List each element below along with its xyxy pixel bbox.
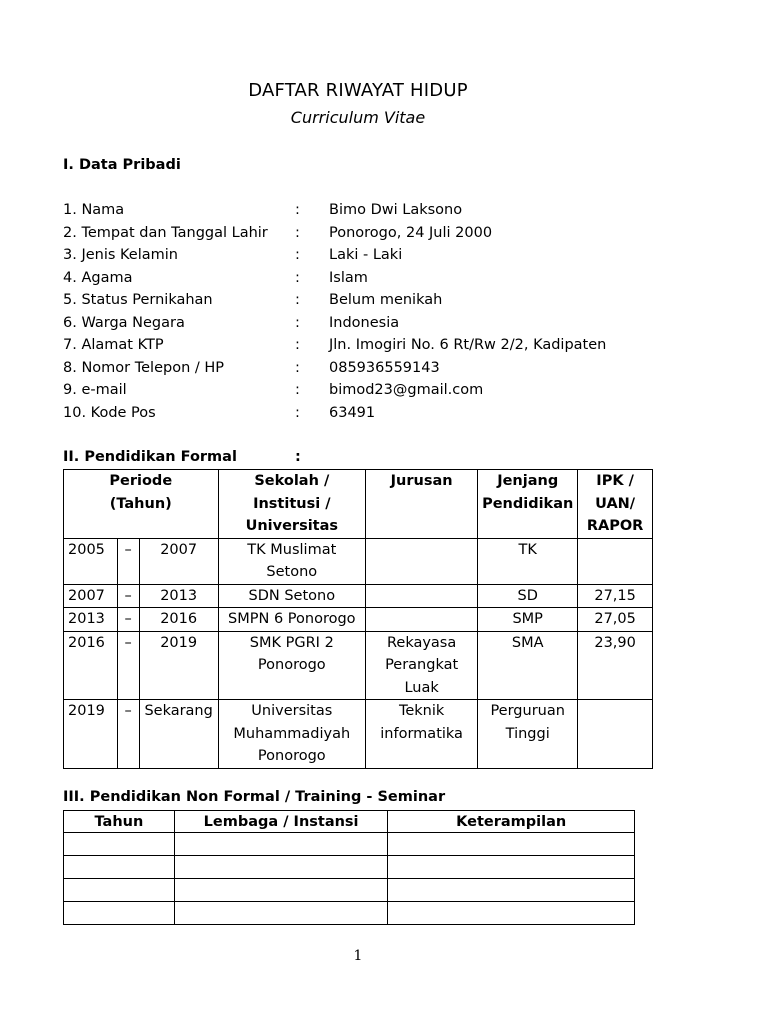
field-colon: :: [295, 269, 300, 286]
cell-line: Ponorogo: [257, 748, 326, 764]
header-line: RAPOR: [586, 518, 644, 534]
cell-level: [478, 608, 578, 632]
cell-start-year: 2005: [64, 538, 118, 584]
header-line: Universitas: [245, 518, 339, 534]
table-row: [64, 879, 635, 902]
field-label: 9. e-mail: [63, 382, 127, 398]
cell-empty: [388, 879, 635, 902]
cell-empty: [388, 902, 635, 925]
cell-score: 27,05: [578, 608, 653, 632]
cell-line: Luak: [404, 679, 439, 696]
cell-major: [366, 538, 478, 584]
personal-data-row-agama: [63, 267, 683, 290]
header-line: Jenjang: [497, 473, 559, 489]
field-value: bimod23@gmail.com: [329, 382, 484, 398]
table-row: [64, 833, 635, 856]
cell-dash: –: [117, 538, 139, 584]
field-label: 5. Status Pernikahan: [63, 292, 213, 308]
cell-empty: [174, 879, 388, 902]
field-value: 63491: [329, 404, 376, 421]
cell-line: Perangkat: [385, 657, 459, 673]
cell-empty: [64, 856, 175, 879]
table-row: [64, 584, 653, 608]
personal-data-row-email: [63, 379, 683, 402]
header-line: Periode: [109, 473, 173, 489]
cell-line: Ponorogo: [257, 657, 326, 673]
cell-major: [366, 631, 478, 700]
column-header-jenjang: [478, 470, 578, 539]
cell-major: [366, 700, 478, 769]
cell-line: TK: [518, 541, 537, 558]
field-value: Jln. Imogiri No. 6 Rt/Rw 2/2, Kadipaten: [329, 337, 607, 353]
header-line: Pendidikan: [482, 495, 574, 512]
column-header-ipk: [578, 470, 653, 539]
field-value: Islam: [329, 269, 368, 286]
cell-line: Rekayasa: [386, 634, 457, 651]
personal-data-row-jenis-kelamin: [63, 244, 683, 267]
field-colon: :: [295, 292, 300, 308]
personal-data-row-nama: [63, 199, 683, 222]
cell-line: SDN Setono: [248, 587, 336, 604]
field-colon: :: [295, 404, 300, 421]
personal-data-row-ttl: [63, 222, 683, 245]
cell-start-year: 2007: [64, 584, 118, 608]
column-header-tahun: Tahun: [64, 811, 175, 833]
field-label: 3. Jenis Kelamin: [63, 247, 178, 263]
field-label: 10. Kode Pos: [63, 404, 156, 421]
cell-score: 23,90: [578, 631, 653, 700]
cell-line: Muhammadiyah: [233, 725, 351, 742]
cell-line: SMA: [511, 634, 544, 651]
cell-empty: [388, 856, 635, 879]
table-row: [64, 631, 653, 700]
cell-line: SMPN 6 Ponorogo: [228, 611, 356, 627]
header-line: UAN/: [595, 495, 636, 512]
field-value: Laki - Laki: [329, 247, 403, 263]
cell-start-year: 2019: [64, 700, 118, 769]
personal-data-row-telepon: [63, 357, 683, 380]
cell-score: [578, 538, 653, 584]
cell-end-year: 2007: [139, 538, 218, 584]
field-label: 4. Agama: [63, 269, 133, 286]
cell-empty: [174, 902, 388, 925]
cell-end-year: 2016: [139, 608, 218, 632]
cell-score: [578, 700, 653, 769]
cell-level: [478, 538, 578, 584]
cell-start-year: 2016: [64, 631, 118, 700]
cell-line: Universitas: [251, 703, 333, 719]
cell-major: [366, 584, 478, 608]
section-heading-colon: :: [295, 449, 301, 465]
cell-empty: [174, 833, 388, 856]
field-label: 6. Warga Negara: [63, 314, 185, 331]
header-line: IPK /: [596, 473, 634, 489]
cell-dash: –: [117, 608, 139, 632]
cell-empty: [64, 833, 175, 856]
cell-line: Setono: [266, 564, 318, 580]
cell-school: [218, 608, 366, 632]
field-colon: :: [295, 247, 300, 263]
field-value: Ponorogo, 24 Juli 2000: [329, 224, 493, 241]
field-label: 7. Alamat KTP: [63, 337, 164, 353]
cell-level: [478, 700, 578, 769]
field-colon: :: [295, 314, 300, 331]
non-formal-education-table: [63, 810, 635, 925]
cell-line: Tinggi: [505, 725, 550, 742]
section-heading-pendidikan-formal: II. Pendidikan Formal: [63, 449, 237, 465]
personal-data-row-kode-pos: [63, 402, 683, 425]
field-colon: :: [295, 359, 300, 376]
field-colon: :: [295, 224, 300, 241]
field-value: 085936559143: [329, 359, 440, 376]
table-row: [64, 902, 635, 925]
cell-line: Perguruan: [490, 703, 565, 719]
cell-school: [218, 538, 366, 584]
cell-school: [218, 631, 366, 700]
personal-data-row-warga-negara: [63, 312, 683, 335]
personal-data-row-alamat: [63, 334, 683, 357]
cell-empty: [64, 902, 175, 925]
table-row: [64, 856, 635, 879]
cell-empty: [388, 833, 635, 856]
header-line: (Tahun): [109, 495, 172, 512]
page-number: 1: [353, 948, 363, 964]
cell-level: [478, 631, 578, 700]
cell-dash: –: [117, 584, 139, 608]
section-heading-data-pribadi: I. Data Pribadi: [63, 157, 181, 173]
cell-end-year: 2013: [139, 584, 218, 608]
table-header-row: [64, 470, 653, 539]
field-label: 8. Nomor Telepon / HP: [63, 359, 225, 376]
cell-major: [366, 608, 478, 632]
cell-score: 27,15: [578, 584, 653, 608]
cell-start-year: 2013: [64, 608, 118, 632]
column-header-lembaga: Lembaga / Instansi: [174, 811, 388, 833]
header-line: Jurusan: [390, 473, 453, 489]
field-value: Belum menikah: [329, 292, 443, 308]
cell-end-year: 2019: [139, 631, 218, 700]
header-line: Sekolah /: [254, 473, 330, 489]
cell-dash: –: [117, 700, 139, 769]
personal-data-row-status: [63, 289, 683, 312]
cell-line: TK Muslimat: [247, 541, 337, 558]
column-header-keterampilan: Keterampilan: [388, 811, 635, 833]
cell-line: SMP: [512, 611, 543, 627]
cell-dash: –: [117, 631, 139, 700]
cell-line: Teknik: [398, 703, 445, 719]
cell-line: SD: [517, 587, 538, 604]
table-row: [64, 608, 653, 632]
cell-line: informatika: [380, 725, 463, 742]
field-value: Bimo Dwi Laksono: [329, 202, 463, 218]
cell-empty: [64, 879, 175, 902]
field-value: Indonesia: [329, 314, 400, 331]
field-colon: :: [295, 202, 300, 218]
cell-end-year: Sekarang: [139, 700, 218, 769]
cell-school: [218, 700, 366, 769]
cell-line: SMK PGRI 2: [249, 634, 334, 651]
cell-empty: [174, 856, 388, 879]
personal-data-list: [63, 199, 683, 424]
table-row: [64, 538, 653, 584]
column-header-jurusan: [366, 470, 478, 539]
column-header-periode: [64, 470, 219, 539]
column-header-sekolah: [218, 470, 366, 539]
cell-school: [218, 584, 366, 608]
cell-level: [478, 584, 578, 608]
header-line: Institusi /: [253, 495, 331, 512]
table-header-row: [64, 811, 635, 833]
field-colon: :: [295, 382, 300, 398]
section-heading-pendidikan-non-formal: III. Pendidikan Non Formal / Training - Seminar: [63, 789, 446, 805]
field-label: 2. Tempat dan Tanggal Lahir: [63, 224, 268, 241]
document-subtitle: Curriculum Vitae: [290, 108, 426, 127]
field-label: 1. Nama: [63, 202, 125, 218]
formal-education-table: [63, 469, 653, 769]
field-colon: :: [295, 337, 300, 353]
document-title: DAFTAR RIWAYAT HIDUP: [248, 80, 468, 101]
table-row: [64, 700, 653, 769]
